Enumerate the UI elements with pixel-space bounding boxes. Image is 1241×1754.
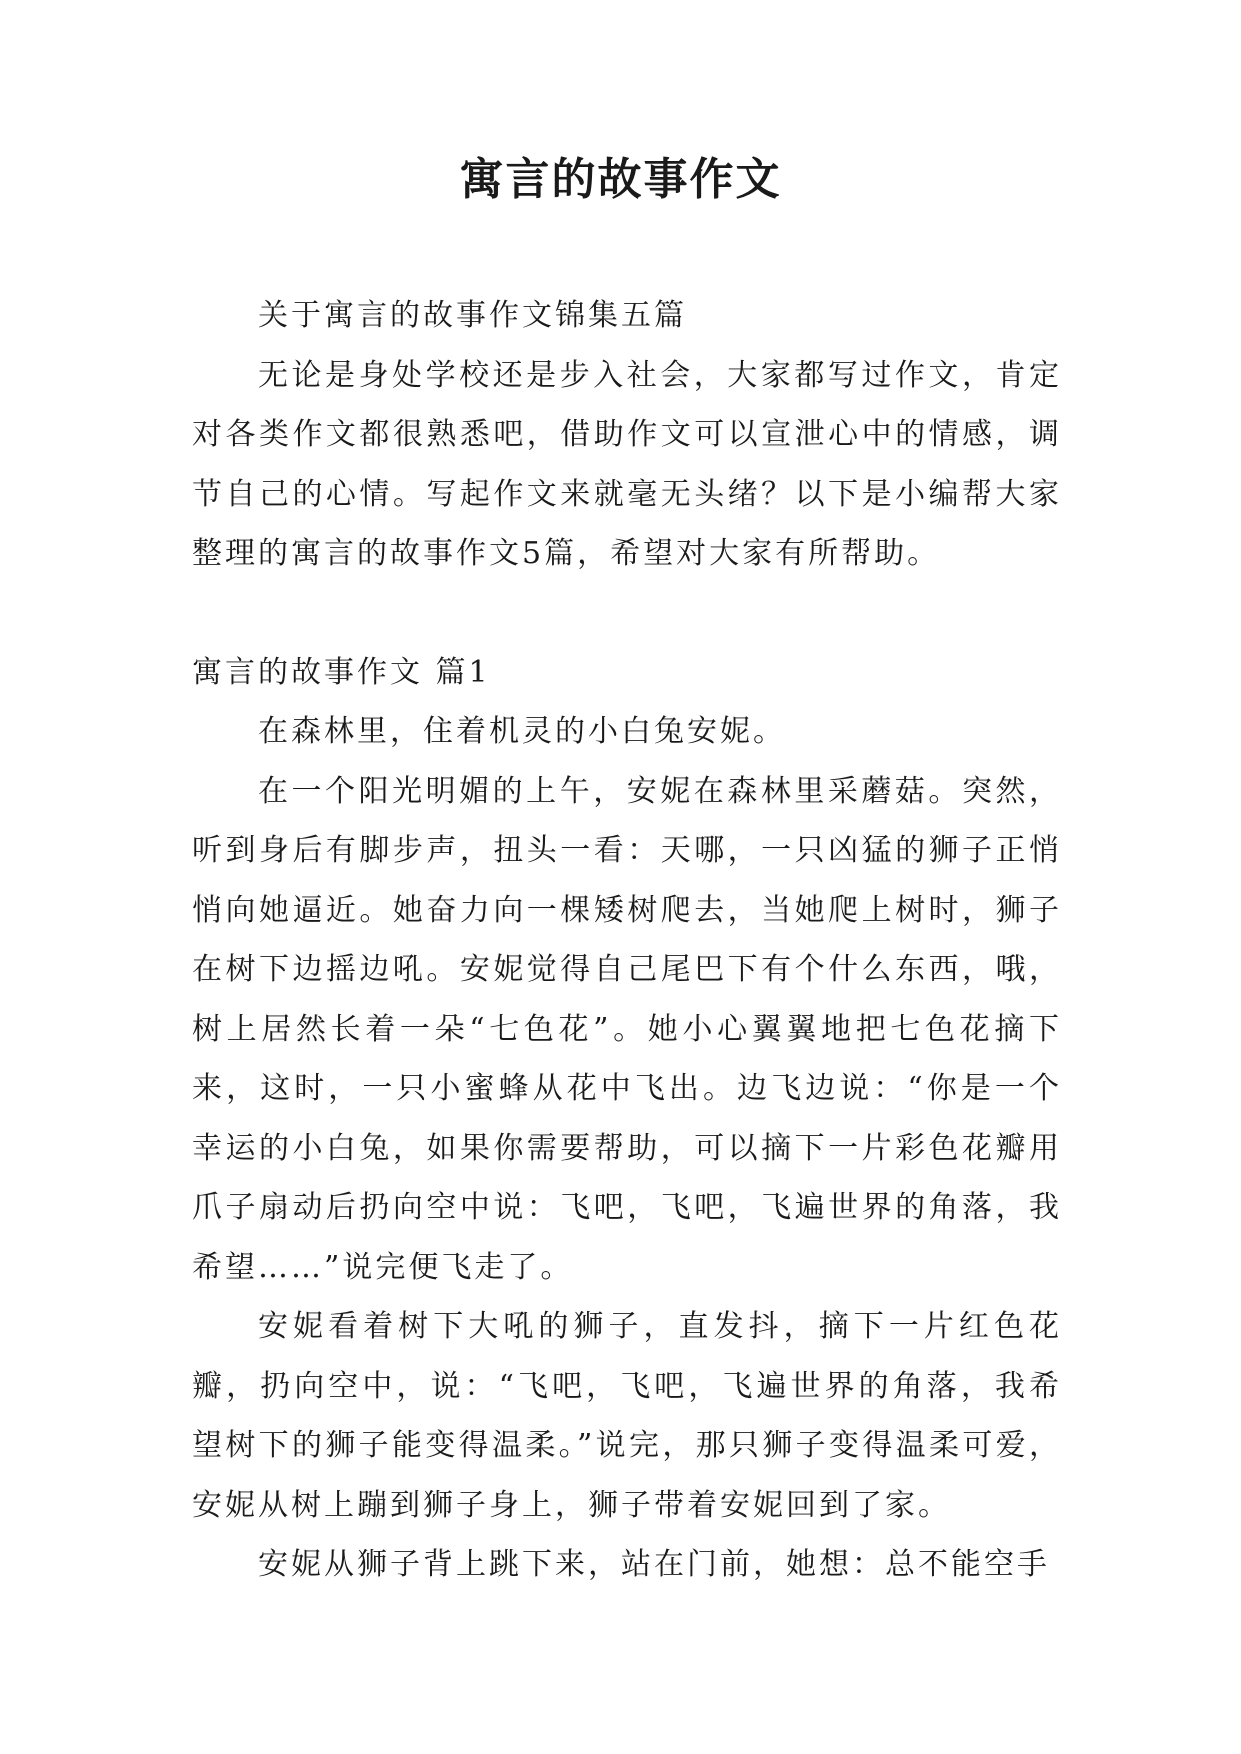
story-paragraph: 安妮从狮子背上跳下来，站在门前，她想：总不能空手 (258, 1547, 1050, 1582)
story-paragraph: 在森林里，住着机灵的小白兔安妮。 (258, 714, 786, 749)
document-title: 寓言的故事作文 (459, 154, 782, 205)
document-body (192, 286, 1062, 1595)
intro-paragraph: 无论是身处学校还是步入社会，大家都写过作文，肯定对各类作文都很熟悉吧，借助作文可以宣泄心中的情感，调节自己的心情。写起作文来就毫无头绪？以下是小编帮大家整理的寓言的故事作文5篇，希望对大家有所帮助。 (192, 357, 1062, 571)
document-subtitle: 关于寓言的故事作文锦集五篇 (258, 298, 687, 333)
section-gap (192, 584, 1062, 643)
story-paragraph: 安妮看着树下大吼的狮子，直发抖，摘下一片红色花瓣，扔向空中，说：“飞吧，飞吧，飞遍世界的角落，我希望树下的狮子能变得温柔。”说完，那只狮子变得温柔可爱，安妮从树上蹦到狮子身上，狮子带着安妮回到了家。 (192, 1309, 1062, 1523)
story-paragraph: 在一个阳光明媚的上午，安妮在森林里采蘑菇。突然，听到身后有脚步声，扭头一看：天哪，一只凶猛的狮子正悄悄向她逼近。她奋力向一棵矮树爬去，当她爬上树时，狮子在树下边摇边吼。安妮觉得自己尾巴下有个什么东西，哦，树上居然长着一朵“七色花”。她小心翼翼地把七色花摘下来，这时，一只小蜜蜂从花中飞出。边飞边说：“你是一个幸运的小白兔，如果你需要帮助，可以摘下一片彩色花瓣用爪子扇动后扔向空中说：飞吧，飞吧，飞遍世界的角落，我希望……”说完便飞走了。 (192, 773, 1062, 1285)
section-heading: 寓言的故事作文 篇1 (192, 654, 491, 690)
